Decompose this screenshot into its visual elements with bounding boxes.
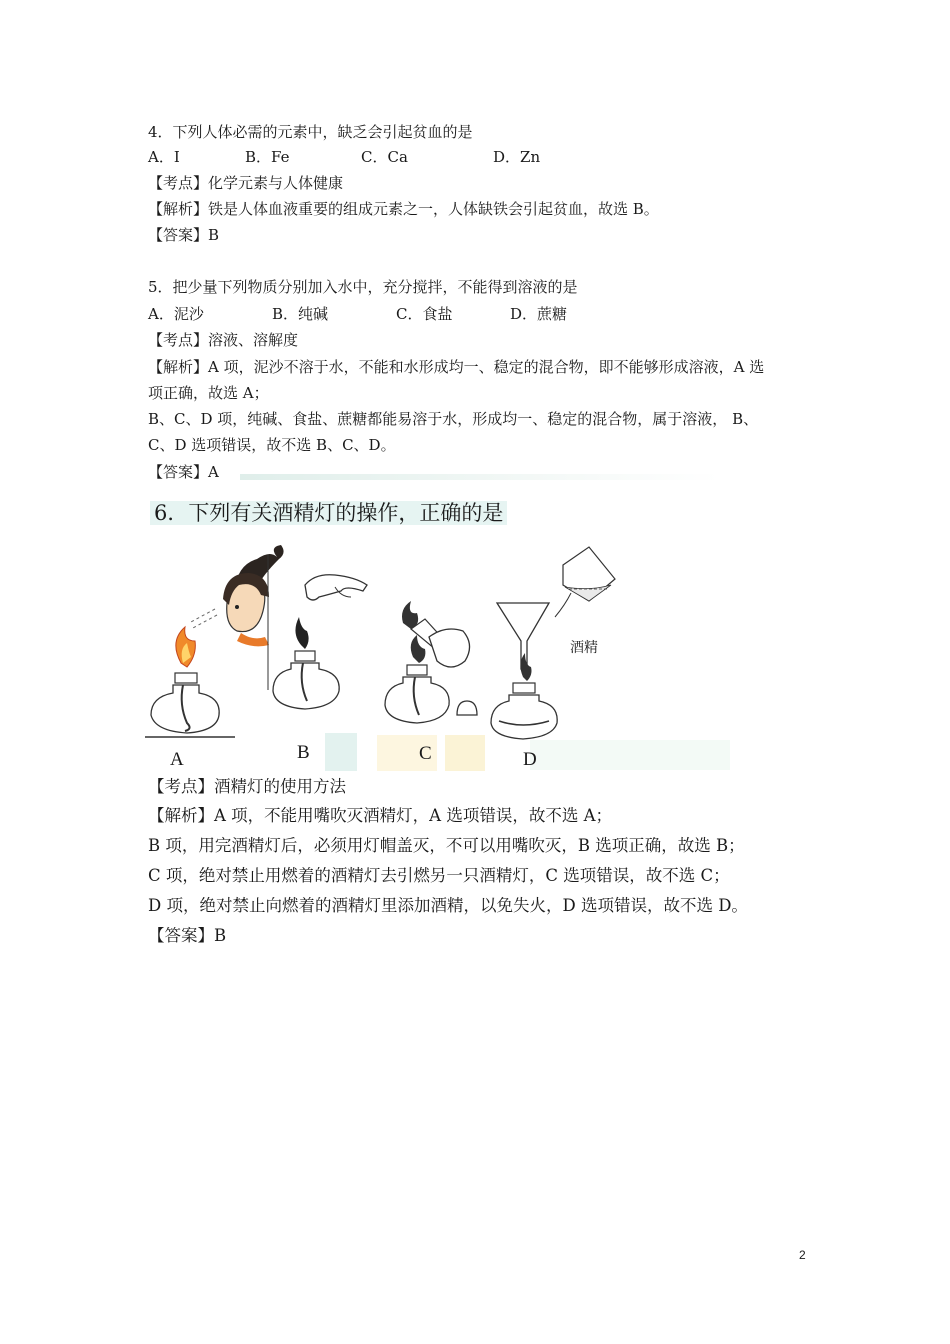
figure-label-d: D <box>523 749 537 770</box>
q6-analysis-1: 【解析】A 项，不能用嘴吹灭酒精灯，A 选项错误，故不选 A； <box>148 806 612 825</box>
scan-smudge <box>240 474 720 480</box>
figure-label-a: A <box>170 749 184 770</box>
q5-option-d: D．蔗糖 <box>510 305 568 323</box>
q5-analysis-4: C、D 选项错误，故不选 B、C、D。 <box>148 436 396 454</box>
q5-answer: 【答案】A <box>148 463 219 481</box>
q6-stem-text: 6．下列有关酒精灯的操作，正确的是 <box>150 501 507 525</box>
alcohol-label: 酒精 <box>570 640 598 656</box>
panel-a-blowing-lamp <box>145 545 284 737</box>
q4-stem: 4．下列人体必需的元素中，缺乏会引起贫血的是 <box>148 123 473 141</box>
q6-stem <box>150 499 507 527</box>
q5-option-b: B．纯碱 <box>272 305 329 323</box>
figure-label-c: C <box>419 743 432 764</box>
scan-shade <box>530 740 730 770</box>
q4-options <box>148 147 748 167</box>
panel-c-lighting-lamp <box>385 601 477 723</box>
q5-option-c: C．食盐 <box>396 305 453 323</box>
q6-analysis-4: D 项，绝对禁止向燃着的酒精灯里添加酒精，以免失火，D 选项错误，故不选 D。 <box>148 896 748 915</box>
q5-analysis-2: 项正确，故选 A； <box>148 384 269 402</box>
alcohol-lamp-figure <box>145 545 795 775</box>
scan-shade <box>325 733 357 771</box>
q4-point: 【考点】化学元素与人体健康 <box>148 174 344 192</box>
q5-options <box>148 304 748 324</box>
q4-option-d: D．Zn <box>493 148 541 166</box>
q5-analysis-3: B、C、D 项，纯碱、食盐、蔗糖都能易溶于水，形成均一、稳定的混合物，属于溶液， B、 <box>148 410 759 428</box>
q4-option-b: B．Fe <box>245 148 290 166</box>
q6-analysis-3: C 项，绝对禁止用燃着的酒精灯去引燃另一只酒精灯，C 选项错误，故不选 C； <box>148 866 730 885</box>
q6-answer: 【答案】B <box>148 926 227 945</box>
q4-option-c: C．Ca <box>361 148 408 166</box>
q6-analysis-2: B 项，用完酒精灯后，必须用灯帽盖灭，不可以用嘴吹灭，B 选项正确，故选 B； <box>148 836 745 855</box>
q5-option-a: A．泥沙 <box>148 305 204 323</box>
alcohol-lamp-illustration <box>145 545 795 775</box>
q5-stem: 5．把少量下列物质分别加入水中，充分搅拌，不能得到溶液的是 <box>148 278 578 296</box>
q5-analysis-1: 【解析】A 项，泥沙不溶于水，不能和水形成均一、稳定的混合物，即不能够形成溶液，A 选 <box>148 358 765 376</box>
figure-label-b: B <box>297 742 310 763</box>
q6-point: 【考点】酒精灯的使用方法 <box>148 777 346 796</box>
q4-answer: 【答案】B <box>148 226 220 244</box>
scan-shade <box>445 735 485 771</box>
page-number: 2 <box>799 1248 806 1262</box>
q4-option-a: A．I <box>148 148 180 166</box>
q5-point: 【考点】溶液、溶解度 <box>148 331 299 349</box>
panel-b-cap-lamp <box>268 555 367 709</box>
q4-analysis: 【解析】铁是人体血液重要的组成元素之一，人体缺铁会引起贫血，故选 B。 <box>148 200 659 218</box>
